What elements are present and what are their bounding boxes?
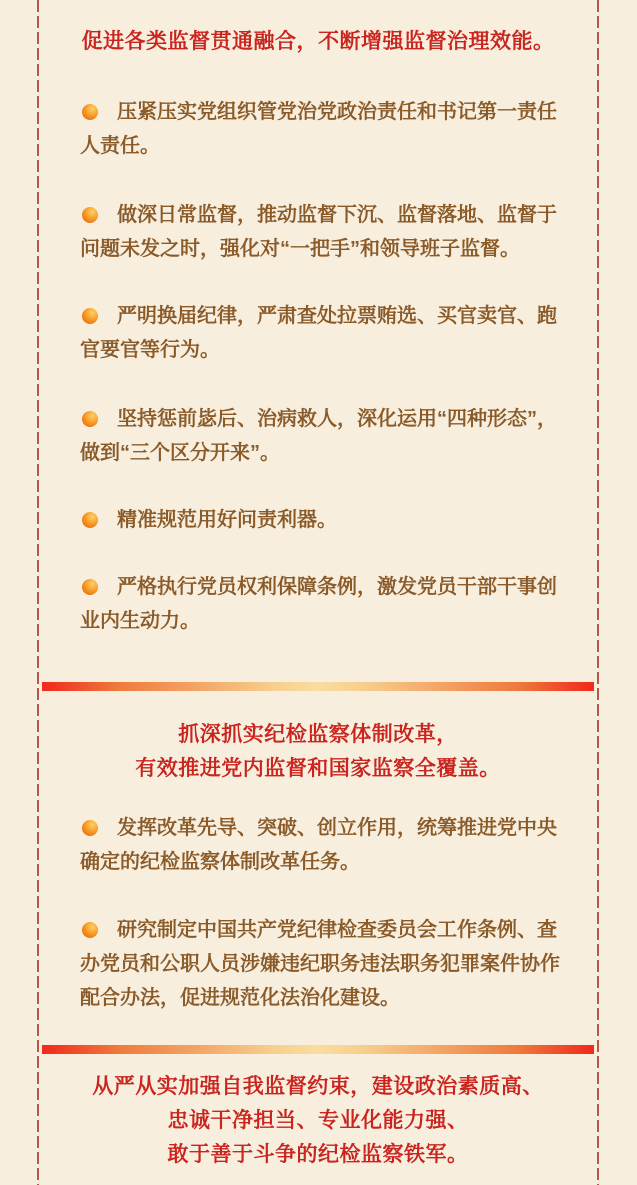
list-item-text: 精准规范用好问责利器。	[117, 509, 337, 531]
list-item-text: 严明换届纪律，严肃查处拉票贿选、买官卖官、跑官要官等行为。	[80, 305, 557, 361]
bullet-icon	[82, 207, 98, 223]
section2-heading-line-1: 抓深抓实纪检监察体制改革，	[178, 723, 458, 746]
section3-heading-line-1: 从严从实加强自我监督约束，建设政治素质高、	[92, 1075, 544, 1098]
list-item	[80, 402, 561, 470]
bullet-icon	[82, 308, 98, 324]
list-item-text: 发挥改革先导、突破、创立作用，统筹推进党中央确定的纪检监察体制改革任务。	[80, 817, 557, 873]
left-dashed-border	[37, 0, 39, 1185]
list-item-text: 做深日常监督，推动监督下沉、监督落地、监督于问题未发之时，强化对“一把手”和领导班子监督。	[80, 204, 557, 260]
list-item	[80, 913, 561, 1015]
list-item	[80, 299, 561, 367]
section-divider	[42, 1045, 594, 1054]
right-dashed-border	[597, 0, 599, 1185]
bullet-icon	[82, 579, 98, 595]
list-item-text: 压紧压实党组织管党治党政治责任和书记第一责任人责任。	[80, 101, 557, 157]
list-item	[80, 811, 561, 879]
bullet-icon	[82, 411, 98, 427]
bullet-icon	[82, 512, 98, 528]
section3-heading-line-2: 忠诚干净担当、专业化能力强、	[167, 1109, 469, 1132]
bullet-icon	[82, 820, 98, 836]
list-item-text: 研究制定中国共产党纪律检查委员会工作条例、查办党员和公职人员涉嫌违纪职务违法职务犯罪案件协作配合办法，促进规范化法治化建设。	[80, 919, 560, 1009]
list-item-text: 严格执行党员权利保障条例，激发党员干部干事创业内生动力。	[80, 576, 557, 632]
list-item	[80, 570, 561, 638]
list-item	[80, 503, 561, 537]
bullet-icon	[82, 104, 98, 120]
section-divider	[42, 682, 594, 691]
section3-heading	[38, 1070, 598, 1172]
section1-heading: 促进各类监督贯通融合，不断增强监督治理效能。	[81, 30, 555, 53]
section2-heading	[38, 718, 598, 786]
section3-heading-line-3: 敢于善于斗争的纪检监察铁军。	[167, 1143, 469, 1166]
bullet-icon	[82, 922, 98, 938]
list-item	[80, 198, 561, 266]
list-item	[80, 95, 561, 163]
section2-heading-line-2: 有效推进党内监督和国家监察全覆盖。	[135, 757, 501, 780]
list-item-text: 坚持惩前毖后、治病救人，深化运用“四种形态”，做到“三个区分开来”。	[80, 408, 557, 464]
